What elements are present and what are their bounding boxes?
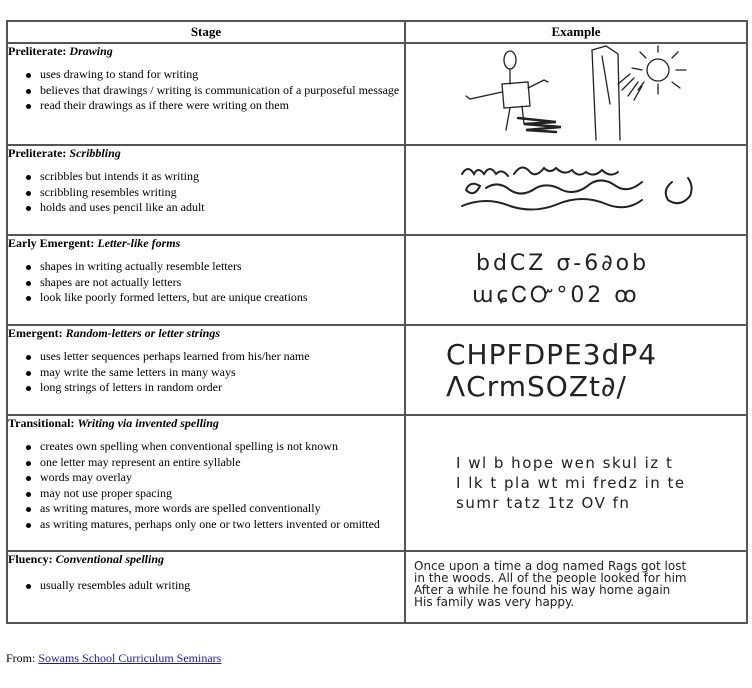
stage-bullets [8, 578, 404, 594]
bullet-item: uses letter sequences perhaps learned from his/her name [40, 349, 404, 365]
bullet-item: scribbling resembles writing [40, 185, 404, 201]
bullet-item: creates own spelling when conventional spelling is not known [40, 439, 404, 455]
stage-row-letter-like [7, 235, 747, 325]
invented-spelling-image [406, 416, 744, 550]
bullet-item: usually resembles adult writing [40, 578, 404, 594]
stage-bullets [8, 259, 404, 306]
stage-row-drawing [7, 43, 747, 145]
bullet-item: long strings of letters in random order [40, 380, 404, 396]
bullet-item: may not use proper spacing [40, 486, 404, 502]
stage-subname: Writing via invented spelling [77, 416, 219, 430]
stage-cell [7, 415, 405, 551]
conventional-spelling-image [406, 552, 744, 622]
footer-prefix: From: [6, 651, 36, 665]
stage-subname: Letter-like forms [97, 236, 181, 250]
stage-bullets [8, 67, 404, 114]
stage-cell [7, 145, 405, 235]
stage-title [8, 44, 404, 58]
bullet-item: as writing matures, perhaps only one or two letters invented or omitted [40, 517, 404, 533]
example-cell [405, 415, 747, 551]
stage-bullets [8, 349, 404, 396]
writing-stages-table [6, 20, 748, 624]
bullet-item: read their drawings as if there were writing on them [40, 98, 404, 114]
stage-name: Preliterate: [8, 44, 67, 58]
stage-name: Transitional: [8, 416, 75, 430]
example-line: After a while he found his way home again [414, 583, 671, 597]
bullet-item: words may overlay [40, 470, 404, 486]
stage-row-transitional [7, 415, 747, 551]
letter-like-image [406, 236, 744, 324]
bullet-item: uses drawing to stand for writing [40, 67, 404, 83]
example-cell [405, 235, 747, 325]
header-row [7, 21, 747, 43]
stage-cell [7, 551, 405, 623]
example-line: I lk t pla wt mi fredz in te [456, 474, 686, 492]
example-line: ΛCrmSOZt∂/ [446, 370, 627, 403]
bullet-item: look like poorly formed letters, but are unique creations [40, 290, 404, 306]
bullet-item: scribbles but intends it as writing [40, 169, 404, 185]
source-footer [6, 651, 221, 666]
stage-title [8, 236, 404, 250]
stage-row-fluency [7, 551, 747, 623]
stage-bullets [8, 169, 404, 216]
stage-row-scribbling [7, 145, 747, 235]
example-line: His family was very happy. [414, 595, 575, 609]
bullet-item: believes that drawings / writing is communication of a purposeful message [40, 83, 404, 99]
example-line: Once upon a time a dog named Rags got lost [414, 559, 687, 573]
bullet-item: one letter may represent an entire syllable [40, 455, 404, 471]
bullet-item: holds and uses pencil like an adult [40, 200, 404, 216]
stage-title [8, 552, 404, 566]
example-line: CHPFDPE3dP4 [446, 338, 658, 371]
stage-subname: Random-letters or letter strings [65, 326, 221, 340]
header-stage: Stage [7, 21, 405, 43]
scribble-image [406, 146, 744, 234]
bullet-item: shapes in writing actually resemble letters [40, 259, 404, 275]
header-example: Example [405, 21, 747, 43]
stage-name: Early Emergent: [8, 236, 95, 250]
stage-bullets [8, 439, 404, 532]
stage-cell [7, 325, 405, 415]
bullet-item: as writing matures, more words are spelled conventionally [40, 501, 404, 517]
stage-title [8, 146, 404, 160]
example-line: in the woods. All of the people looked for him [414, 571, 687, 585]
example-cell [405, 325, 747, 415]
bullet-item: shapes are not actually letters [40, 275, 404, 291]
bullet-item: may write the same letters in many ways [40, 365, 404, 381]
stage-cell [7, 43, 405, 145]
random-letters-image [406, 326, 744, 414]
stage-name: Fluency: [8, 552, 53, 566]
example-line: ɯɕᏟᏅ°02 ꝏ [472, 283, 640, 308]
stage-cell [7, 235, 405, 325]
example-line: I wl b hope wen skul iz t [456, 454, 674, 472]
example-line: bdCZ σ-6∂ob [476, 251, 650, 276]
example-cell [405, 43, 747, 145]
stage-name: Emergent: [8, 326, 63, 340]
stage-subname: Scribbling [69, 146, 121, 160]
child-drawing-image [406, 44, 744, 144]
stage-title [8, 326, 404, 340]
stage-title [8, 416, 404, 430]
example-cell [405, 551, 747, 623]
example-line: sumr tatz 1tz OV fn [456, 494, 631, 512]
stage-subname: Conventional spelling [55, 552, 165, 566]
stage-name: Preliterate: [8, 146, 67, 160]
source-link[interactable]: Sowams School Curriculum Seminars [38, 651, 222, 665]
stage-row-random-letters [7, 325, 747, 415]
stage-subname: Drawing [69, 44, 113, 58]
example-cell [405, 145, 747, 235]
